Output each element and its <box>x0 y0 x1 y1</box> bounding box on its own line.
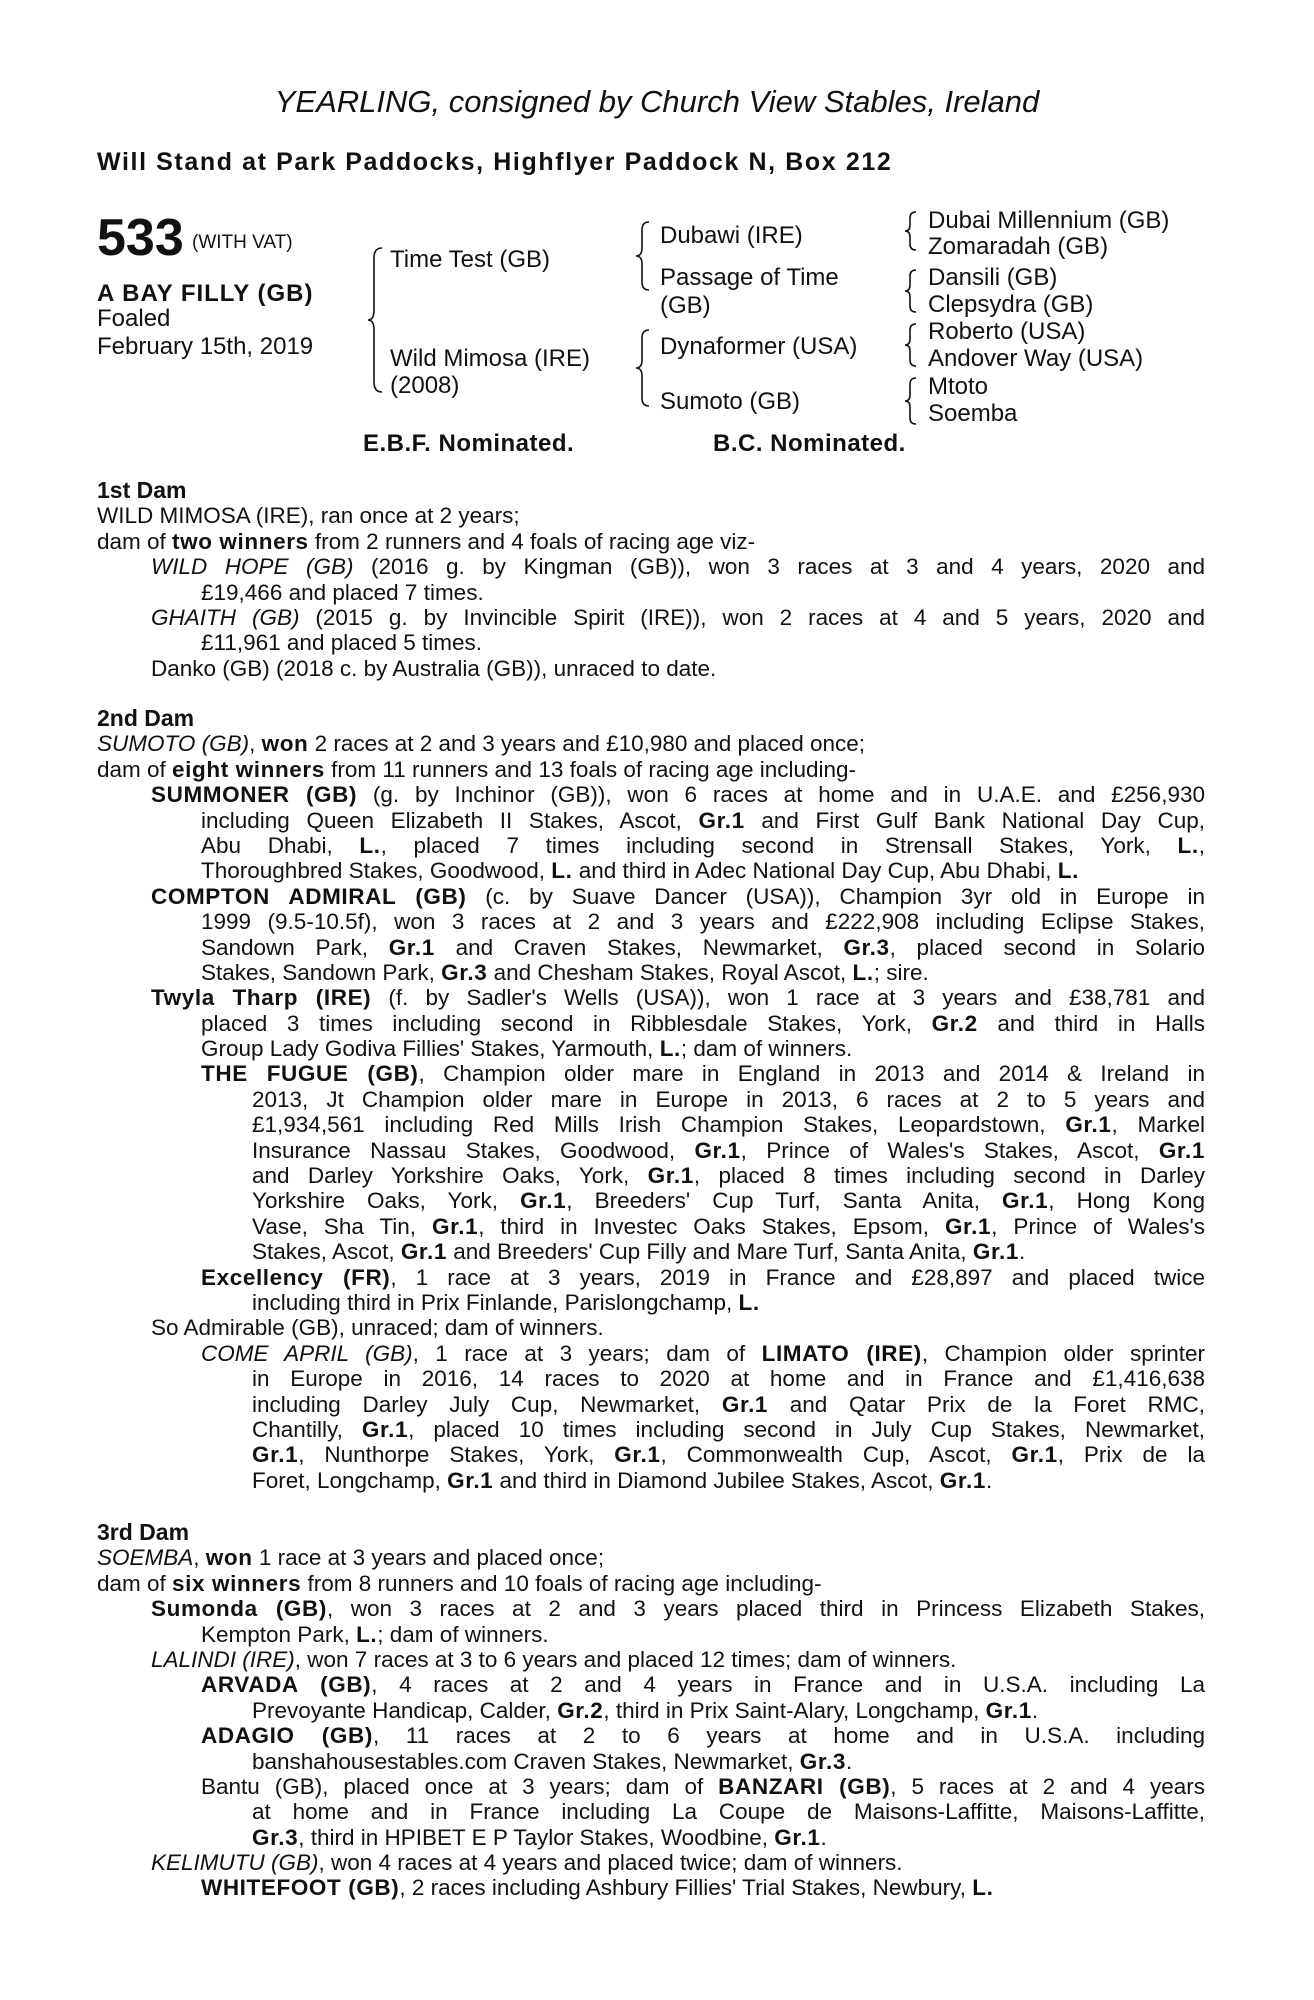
pedigree-brace-dam <box>634 328 652 408</box>
produce-line: COME APRIL (GB), 1 race at 3 years; dam of LIMATO (IRE), Champion older sprinter <box>201 1340 1205 1366</box>
lot-foaled-label: Foaled <box>97 305 171 332</box>
lot-foaled-date: February 15th, 2019 <box>97 333 314 360</box>
third-dam-section <box>97 1520 1205 1901</box>
produce-line: Group Lady Godiva Fillies' Stakes, Yarmouth, L.; dam of winners. <box>201 1036 853 1062</box>
pedigree-dam-dam: Sumoto (GB) <box>660 388 801 415</box>
first-dam-line: dam of two winners from 2 runners and 4 foals of racing age viz- <box>97 528 756 554</box>
first-dam-produce-cont: £11,961 and placed 5 times. <box>201 630 483 656</box>
bc-nominated: B.C. Nominated. <box>713 430 906 457</box>
produce-line: placed 3 times including second in Ribblesdale Stakes, York, Gr.2 and third in Halls <box>201 1010 1205 1036</box>
first-dam-heading: 1st Dam <box>97 477 187 503</box>
produce-line: SUMMONER (GB) (g. by Inchinor (GB)), won 6 races at home and in U.A.E. and £256,930 <box>151 782 1205 808</box>
pedigree-brace-dd <box>903 376 919 426</box>
produce-line: including third in Prix Finlande, Parislongchamp, L. <box>252 1289 760 1315</box>
produce-line: 2013, Jt Champion older mare in Europe in 2013, 6 races at 2 to 5 years and <box>252 1086 1205 1112</box>
second-dam-heading: 2nd Dam <box>97 705 195 731</box>
produce-line: THE FUGUE (GB), Champion older mare in England in 2013 and 2014 & Ireland in <box>201 1061 1205 1087</box>
lot-number: 533 <box>97 209 184 267</box>
second-dam-line: SUMOTO (GB), won 2 races at 2 and 3 years and £10,980 and placed once; <box>97 731 866 757</box>
pedigree-sdd: Clepsydra (GB) <box>928 291 1094 318</box>
produce-line: Sandown Park, Gr.1 and Craven Stakes, Newmarket, Gr.3, placed second in Solario <box>201 934 1205 960</box>
produce-line: including Darley July Cup, Newmarket, Gr.1 and Qatar Prix de la Foret RMC, <box>252 1391 1205 1417</box>
pedigree-brace-gen1 <box>366 246 386 394</box>
ebf-nominated: E.B.F. Nominated. <box>363 430 575 457</box>
pedigree-brace-sd <box>903 268 919 314</box>
produce-line: Stakes, Sandown Park, Gr.3 and Chesham Stakes, Royal Ascot, L.; sire. <box>201 959 929 985</box>
lot-vat: (WITH VAT) <box>192 232 293 253</box>
pedigree-sds: Dansili (GB) <box>928 264 1058 291</box>
pedigree-dam-line2: (2008) <box>390 372 460 399</box>
produce-line: Excellency (FR), 1 race at 3 years, 2019 in France and £28,897 and placed twice <box>201 1264 1205 1290</box>
produce-line: Stakes, Ascot, Gr.1 and Breeders' Cup Filly and Mare Turf, Santa Anita, Gr.1. <box>252 1239 1026 1265</box>
produce-line: ADAGIO (GB), 11 races at 2 to 6 years at home and in U.S.A. including <box>201 1723 1205 1749</box>
third-dam-line: SOEMBA, won 1 race at 3 years and placed once; <box>97 1545 605 1571</box>
pedigree-sire: Time Test (GB) <box>390 246 551 273</box>
produce-line: Kempton Park, L.; dam of winners. <box>201 1621 549 1647</box>
page-title: YEARLING, consigned by Church View Stables, Ireland <box>274 84 1040 119</box>
produce-line: Twyla Tharp (IRE) (f. by Sadler's Wells (USA)), won 1 race at 3 years and £38,781 and <box>151 985 1205 1011</box>
produce-line: in Europe in 2016, 14 races to 2020 at home and in France and £1,416,638 <box>252 1366 1205 1392</box>
lot-name: A BAY FILLY (GB) <box>97 280 314 307</box>
produce-line: Insurance Nassau Stakes, Goodwood, Gr.1, Prince of Wales's Stakes, Ascot, Gr.1 <box>252 1137 1205 1163</box>
produce-line: including Queen Elizabeth II Stakes, Ascot, Gr.1 and First Gulf Bank National Day Cup, <box>201 807 1205 833</box>
produce-line: and Darley Yorkshire Oaks, York, Gr.1, placed 8 times including second in Darley <box>252 1163 1205 1189</box>
produce-line: Sumonda (GB), won 3 races at 2 and 3 years placed third in Princess Elizabeth Stakes, <box>151 1596 1205 1622</box>
pedigree-sss: Dubai Millennium (GB) <box>928 207 1170 234</box>
pedigree-sire-dam-line2: (GB) <box>660 292 711 319</box>
first-dam-produce: GHAITH (GB) (2015 g. by Invincible Spirit (IRE)), won 2 races at 4 and 5 years, 2020 and <box>151 604 1205 630</box>
produce-line: at home and in France including La Coupe de Maisons-Laffitte, Maisons-Laffitte, <box>252 1799 1205 1825</box>
produce-line: LALINDI (IRE), won 7 races at 3 to 6 years and placed 12 times; dam of winners. <box>151 1646 957 1672</box>
produce-line: Abu Dhabi, L., placed 7 times including second in Strensall Stakes, York, L., <box>201 832 1205 858</box>
pedigree-sire-sire: Dubawi (IRE) <box>660 222 803 249</box>
produce-line: So Admirable (GB), unraced; dam of winners. <box>151 1315 604 1341</box>
produce-line: COMPTON ADMIRAL (GB) (c. by Suave Dancer (USA)), Champion 3yr old in Europe in <box>151 883 1205 909</box>
pedigree-dds: Mtoto <box>928 373 989 400</box>
third-dam-line: dam of six winners from 8 runners and 10 foals of racing age including- <box>97 1570 822 1596</box>
first-dam-line: WILD MIMOSA (IRE), ran once at 2 years; <box>97 503 520 529</box>
second-dam-section <box>97 706 1205 1493</box>
pedigree-sire-dam-line1: Passage of Time <box>660 264 839 291</box>
first-dam-produce: Danko (GB) (2018 c. by Australia (GB)), unraced to date. <box>151 655 717 681</box>
pedigree-brace-ss <box>903 210 919 252</box>
second-dam-line: dam of eight winners from 11 runners and 13 foals of racing age including- <box>97 756 857 782</box>
produce-line: KELIMUTU (GB), won 4 races at 4 years and placed twice; dam of winners. <box>151 1850 903 1876</box>
first-dam-section <box>97 478 1205 681</box>
produce-line: 1999 (9.5-10.5f), won 3 races at 2 and 3 years and £222,908 including Eclipse Stakes, <box>201 909 1205 935</box>
pedigree-dss: Roberto (USA) <box>928 318 1086 345</box>
produce-line: Gr.1, Nunthorpe Stakes, York, Gr.1, Commonwealth Cup, Ascot, Gr.1, Prix de la <box>252 1442 1205 1468</box>
pedigree-dam-sire: Dynaformer (USA) <box>660 333 858 360</box>
produce-line: Chantilly, Gr.1, placed 10 times including second in July Cup Stakes, Newmarket, <box>252 1416 1205 1442</box>
first-dam-produce: WILD HOPE (GB) (2016 g. by Kingman (GB)), won 3 races at 3 and 4 years, 2020 and <box>151 554 1205 580</box>
first-dam-produce-cont: £19,466 and placed 7 times. <box>201 579 484 605</box>
produce-line: Thoroughbred Stakes, Goodwood, L. and third in Adec National Day Cup, Abu Dhabi, L. <box>201 858 1079 884</box>
pedigree-dsd: Andover Way (USA) <box>928 345 1144 372</box>
produce-line: Foret, Longchamp, Gr.1 and third in Diamond Jubilee Stakes, Ascot, Gr.1. <box>252 1467 993 1493</box>
produce-line: Gr.3, third in HPIBET E P Taylor Stakes, Woodbine, Gr.1. <box>252 1824 827 1850</box>
pedigree-brace-ds <box>903 322 919 368</box>
pedigree-dam-line1: Wild Mimosa (IRE) <box>390 345 591 372</box>
produce-line: ARVADA (GB), 4 races at 2 and 4 years in France and in U.S.A. including La <box>201 1672 1205 1698</box>
stand-location: Will Stand at Park Paddocks, Highflyer Paddock N, Box 212 <box>97 148 893 176</box>
pedigree-ddd: Soemba <box>928 400 1018 427</box>
produce-line: Vase, Sha Tin, Gr.1, third in Investec Oaks Stakes, Epsom, Gr.1, Prince of Wales's <box>252 1213 1205 1239</box>
produce-line: Prevoyante Handicap, Calder, Gr.2, third in Prix Saint-Alary, Longchamp, Gr.1. <box>252 1697 1039 1723</box>
produce-line: WHITEFOOT (GB), 2 races including Ashbury Fillies' Trial Stakes, Newbury, L. <box>201 1875 994 1901</box>
produce-line: £1,934,561 including Red Mills Irish Champion Stakes, Leopardstown, Gr.1, Markel <box>252 1112 1205 1138</box>
produce-line: banshahousestables.com Craven Stakes, Newmarket, Gr.3. <box>252 1748 853 1774</box>
produce-line: Bantu (GB), placed once at 3 years; dam of BANZARI (GB), 5 races at 2 and 4 years <box>201 1773 1205 1799</box>
pedigree-ssd: Zomaradah (GB) <box>928 233 1109 260</box>
produce-line: Yorkshire Oaks, York, Gr.1, Breeders' Cup Turf, Santa Anita, Gr.1, Hong Kong <box>252 1188 1205 1214</box>
pedigree-brace-sire <box>634 220 652 292</box>
third-dam-heading: 3rd Dam <box>97 1519 190 1545</box>
